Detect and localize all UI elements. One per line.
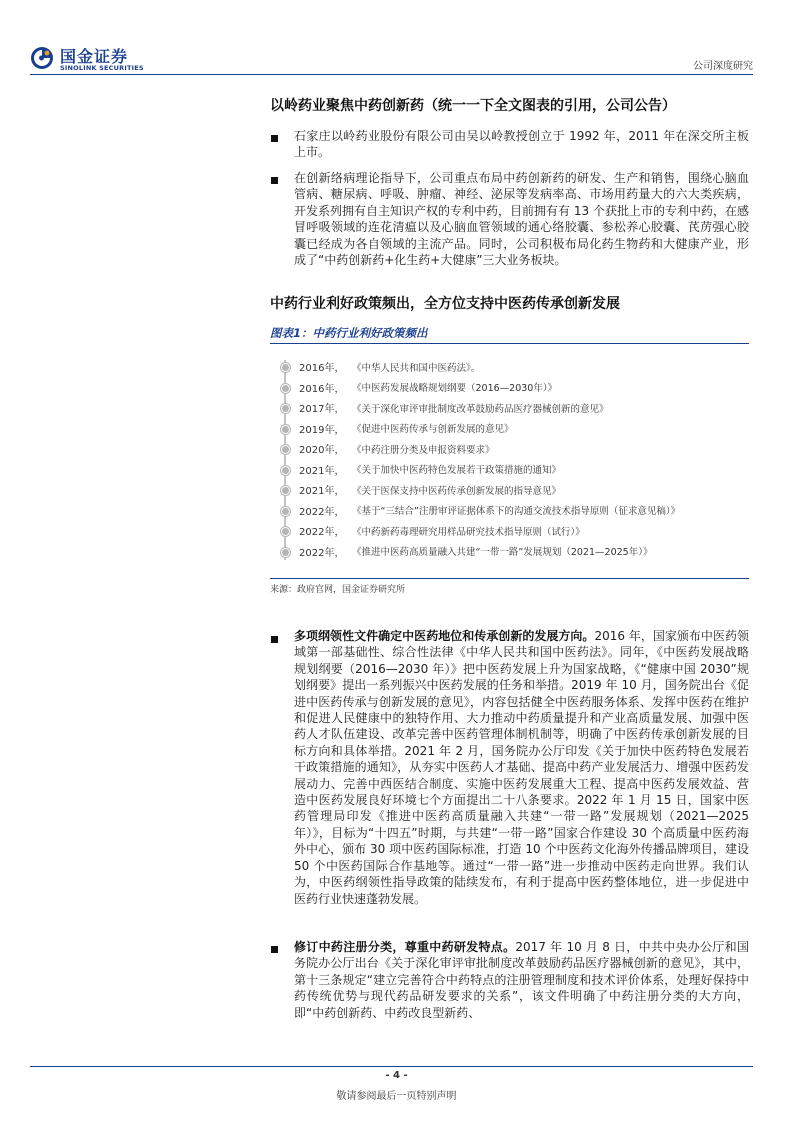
timeline-policy-title: 《基于“三结合”注册审评证据体系下的沟通交流技术指导原则（征求意见稿）》 <box>352 506 681 517</box>
paragraph-registration <box>294 939 749 1021</box>
timeline-year: 2022年， <box>299 547 345 559</box>
timeline-dot <box>281 507 290 516</box>
timeline-year: 2022年， <box>299 506 345 518</box>
section-heading-policy: 中药行业利好政策频出，全方位支持中医药传承创新发展 <box>270 296 620 312</box>
timeline-dot <box>281 384 290 393</box>
timeline-dot <box>281 425 290 434</box>
timeline-policy-title: 《中药新药毒理研究用样品研究技术指导原则（试行）》 <box>352 526 585 538</box>
timeline-policy-title: 《中华人民共和国中医药法》。 <box>352 362 481 374</box>
figure-bottom-rule <box>270 578 749 579</box>
timeline-year: 2021年， <box>299 465 345 477</box>
timeline-policy-title: 《关于加快中医药特色发展若干政策措施的通知》 <box>352 465 562 476</box>
timeline-dot <box>281 527 290 536</box>
logo-text-cn: 国金证券 <box>60 47 129 66</box>
paragraph-policy-direction <box>294 628 749 907</box>
timeline-year: 2016年， <box>299 383 345 395</box>
timeline-year: 2016年， <box>299 363 345 374</box>
paragraph-lead: 修订中药注册分类，尊重中药研发特点。 <box>294 940 516 954</box>
header-divider <box>30 74 753 75</box>
timeline-dot <box>281 548 290 557</box>
footer-disclaimer: 敬请参阅最后一页特别声明 <box>336 1091 457 1102</box>
figure-title: 图表1：中药行业利好政策频出 <box>270 326 428 340</box>
paragraph-company-business: 在创新络病理论指导下，公司重点布局中药创新药的研发、生产和销售，围绕心脑血管病、糖尿病、呼吸、肿瘤、神经、泌尿等发病率高、市场用药量大的六大类疾病，开发系列拥有自主知识产权的专利中药，目前拥有有 13 个获批上市的专利中药，在感冒呼吸领域的连花清瘟以及心脑血管领域的通心络胶囊、参松养心胶囊、芪苈强心胶囊已经成为各自领域的主流产品。同时，公司积极布局化药生物药和大健康产业，形成了“中药创新药+化生药+大健康”三大业务板块。 <box>294 171 749 268</box>
timeline-policy-title: 《中医药发展战略规划纲要（2016—2030年）》 <box>352 383 558 394</box>
timeline-dot <box>281 363 290 372</box>
bullet-marker <box>271 636 278 643</box>
paragraph-body: 2017 年 10 月 8 日，中共中央办公厅和国务院办公厅出台《关于深化审评审批制度改革鼓励药品医疗器械创新的意见》，其中，第十三条规定“建立完善符合中药特点的注册管理制度和技术评价体系，处理好保持中药传统优势与现代药品研发要求的关系”，该文件明确了中药注册分类的大方向，即“中药创新药、中药改良型新药、 <box>294 940 749 1020</box>
bullet-marker <box>271 135 278 142</box>
section-heading-company: 以岭药业聚焦中药创新药（统一一下全文图表的引用，公司公告） <box>270 98 676 114</box>
report-type-label: 公司深度研究 <box>693 61 753 72</box>
company-logo-icon <box>30 46 54 70</box>
timeline-year: 2022年， <box>299 527 345 538</box>
page-number: - 4 - <box>385 1070 408 1081</box>
timeline-dot <box>281 466 290 475</box>
timeline-dot <box>281 404 290 413</box>
figure-top-rule <box>270 343 749 344</box>
timeline-year: 2021年， <box>299 486 345 497</box>
logo-text-en: SINOLINK SECURITIES <box>60 64 144 72</box>
timeline-dot <box>281 486 290 495</box>
timeline-policy-title: 《促进中医药传承与创新发展的意见》 <box>352 424 514 435</box>
bullet-marker <box>271 177 278 184</box>
timeline-year: 2017年， <box>299 404 345 415</box>
timeline-policy-title: 《关于深化审评审批制度改革鼓励药品医疗器械创新的意见》 <box>352 403 609 415</box>
paragraph-body: 2016 年，国家颁布中医药领域第一部基础性、综合性法律《中华人民共和国中医药法》。同年，《中医药发展战略规划纲要（2016—2030 年）》把中医药发展上升为国家战略，《“健康中国 2030”规划纲要》提出一系列振兴中医药发展的任务和举措。2019 年 10 月，国务院出台《促进中医药传承与创新发展的意见》，内容包括健全中医药服务体系、发挥中医药在维护和促进人民健康中的独特作用、大力推动中药质量提升和产业高质量发展、加强中医药人才队伍建设、改革完善中医药管理体制机制等，明确了中医药传承创新发展的目标方向和具体举措。2021 年 2 月，国务院办公厅印发《关于加快中医药特色发展若干政策措施的通知》，从夯实中医药人才基础、提高中药产业发展活力、增强中医药发展动力、完善中西医结合制度、实施中医药发展重大工程、提高中医药发展效益、营造中医药发展良好环境七个方面提出二十八条要求。2022 年 1 月 15 日，国家中医药管理局印发《推进中医药高质量融入共建“一带一路”发展规划（2021—2025 年）》，目标为“十四五”时期，与共建“一带一路”国家合作建设 30 个高质量中医药海外中心，颁布 30 项中医药国际标准，打造 10 个中医药文化海外传播品牌项目，建设 50 个中医药国际合作基地等。通过“一带一路”进一步推动中医药走向世界。我们认为，中医药纲领性指导政策的陆续发布，有利于提高中医药整体地位，进一步促进中医药行业快速蓬勃发展。 <box>294 629 749 906</box>
paragraph-lead: 多项纲领性文件确定中医药地位和传承创新的发展方向。 <box>294 629 595 643</box>
timeline-year: 2019年， <box>299 424 345 436</box>
timeline-policy-title: 《中药注册分类及申报资料要求》 <box>352 444 495 456</box>
footer-divider <box>30 1066 753 1067</box>
timeline-policy-title: 《关于医保支持中医药传承创新发展的指导意见》 <box>352 485 562 497</box>
bullet-marker <box>271 946 278 953</box>
figure-source: 来源：政府官网，国金证券研究所 <box>270 585 406 595</box>
timeline-dot <box>281 445 290 454</box>
paragraph-company-intro: 石家庄以岭药业股份有限公司由吴以岭教授创立于 1992 年，2011 年在深交所主板上市。 <box>294 129 749 160</box>
timeline-policy-title: 《推进中医药高质量融入共建“一带一路”发展规划（2021—2025年）》 <box>352 547 653 558</box>
timeline-year: 2020年， <box>299 445 345 456</box>
